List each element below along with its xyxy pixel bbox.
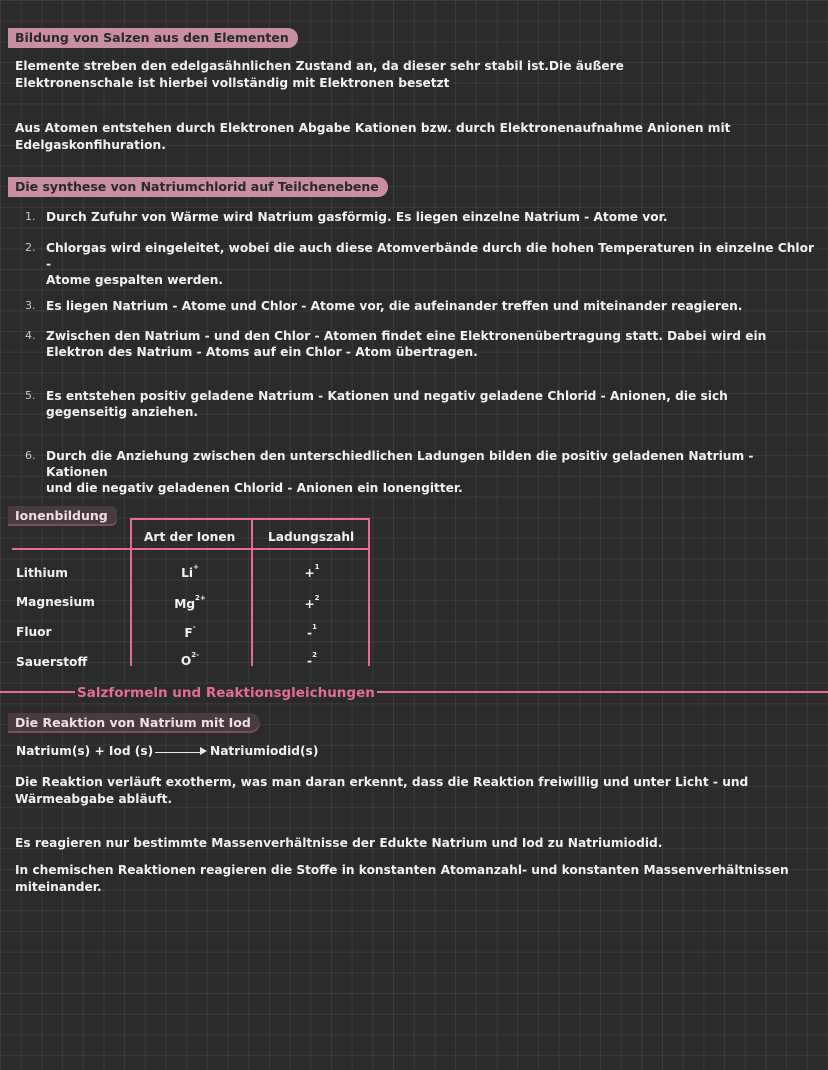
charge-number: -$^1$ [307, 623, 317, 640]
paragraph-exotherm: Die Reaktion verläuft exotherm, was man daran erkennt, dass die Reaktion freiwillig und unter Licht - und Wärmeabgabe abläuft. [15, 775, 749, 806]
table-divider-3 [368, 518, 370, 666]
reaction-arrow [155, 752, 203, 753]
table-header-charge: Ladungszahl [268, 530, 355, 544]
element-name: Sauerstoff [16, 655, 88, 669]
heading-synthese-natriumchlorid: Die synthese von Natriumchlorid auf Teilchenebene [8, 177, 388, 197]
arrow-head-icon [200, 747, 207, 755]
charge-number: +$^1$ [304, 563, 320, 580]
paragraph-massenverhaeltnisse: Es reagieren nur bestimmte Massenverhältnisse der Edukte Natrium und Iod zu Natriumiodid. [15, 836, 663, 850]
table-divider-1 [130, 518, 132, 666]
heading-bildung-von-salzen: Bildung von Salzen aus den Elementen [8, 28, 298, 48]
equation-right: Natriumiodid(s) [210, 744, 319, 758]
table-top-border [130, 518, 370, 520]
ion-symbol: Li+ [181, 563, 199, 580]
element-name: Fluor [16, 625, 52, 639]
charge-number: +$^2$ [304, 594, 320, 611]
charge-number: -$^2$ [307, 651, 317, 668]
element-name: Magnesium [16, 595, 95, 609]
paragraph-konstante-verhaeltnisse: In chemischen Reaktionen reagieren die Stoffe in konstanten Atomanzahl- und konstanten Massenverhältnissen miteinander. [15, 863, 789, 894]
heading-reaktion-natrium-iod: Die Reaktion von Natrium mit Iod [8, 713, 260, 733]
divider-title: Salzformeln und Reaktionsgleichungen [77, 685, 375, 701]
ion-symbol: F- [184, 623, 196, 640]
paragraph-kationen-anionen: Aus Atomen entstehen durch Elektronen Abgabe Kationen bzw. durch Elektronenaufnahme Anionen mit Edelgaskonfihuration. [15, 121, 731, 152]
element-name: Lithium [16, 566, 68, 580]
ion-symbol: $O^{2-}$ [180, 651, 200, 668]
ion-symbol: $Mg^{2+}$ [174, 594, 206, 611]
equation-left: Natrium(s) + Iod (s) [16, 744, 154, 758]
heading-ionenbildung: Ionenbildung [8, 506, 117, 526]
paragraph-edelgas: Elemente streben den edelgasähnlichen Zustand an, da dieser sehr stabil ist.Die äußere Elektronenschale ist hierbei vollständig mit Elektronen besetzt [15, 59, 624, 90]
table-header-border [12, 548, 370, 550]
table-header-ion-type: Art der Ionen [144, 530, 236, 544]
table-divider-2 [251, 518, 253, 666]
